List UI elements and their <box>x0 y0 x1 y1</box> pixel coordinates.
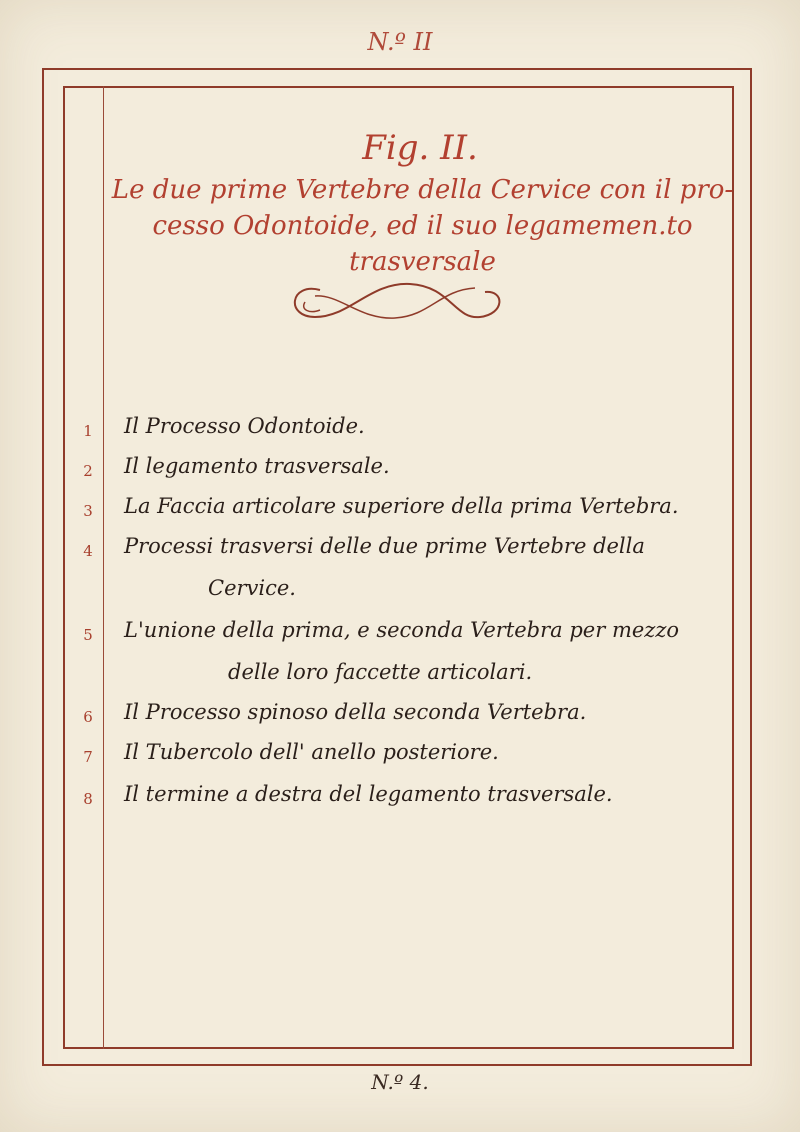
item-text-6: Il Processo spinoso della seconda Vertebra. <box>124 700 587 724</box>
item-number-2: 2 <box>83 462 93 480</box>
item-number-5: 5 <box>83 626 93 644</box>
item-text-3: La Faccia articolare superiore della prima Vertebra. <box>124 494 679 518</box>
flourish-ornament <box>280 272 510 332</box>
subtitle-line-2: cesso Odontoide, ed il suo legamemen.to trasversale <box>152 211 693 277</box>
subtitle-line-1: Le due prime Vertebre della Cervice con il pro- <box>111 175 734 205</box>
item-number-4: 4 <box>83 542 93 560</box>
item-number-7: 7 <box>83 748 93 766</box>
item-text-5: L'unione della prima, e seconda Vertebra per mezzo <box>124 618 680 642</box>
page-number: N.º 4. <box>371 1070 429 1094</box>
item-text-7: Il Tubercolo dell' anello posteriore. <box>124 740 499 764</box>
item-text-5-cont: delle loro faccette articolari. <box>228 660 533 684</box>
plate-number: N.º II <box>367 28 433 56</box>
item-text-4: Processi trasversi delle due prime Vertebre della <box>124 534 645 558</box>
item-number-3: 3 <box>83 502 93 520</box>
figure-title: Fig. II. <box>362 128 478 168</box>
item-text-8: Il termine a destra del legamento trasversale. <box>124 782 613 806</box>
figure-subtitle <box>110 172 735 280</box>
margin-rule <box>103 86 104 1049</box>
item-text-2: Il legamento trasversale. <box>124 454 390 478</box>
item-text-4-cont: Cervice. <box>208 576 296 600</box>
item-number-6: 6 <box>83 708 93 726</box>
item-number-1: 1 <box>83 422 93 440</box>
item-text-1: Il Processo Odontoide. <box>124 414 365 438</box>
item-number-8: 8 <box>83 790 93 808</box>
